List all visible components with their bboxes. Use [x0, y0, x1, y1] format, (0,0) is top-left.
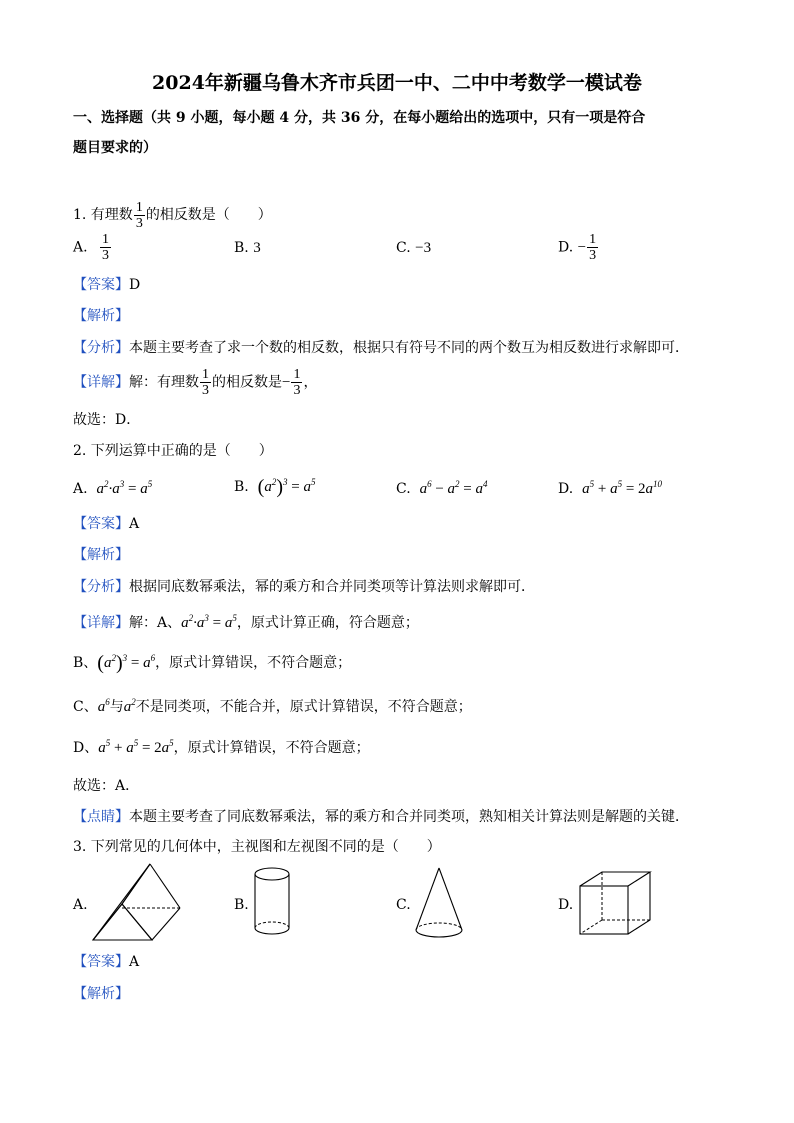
q3-jiexi-tag: 【解析】: [73, 986, 129, 1002]
q2-remark: 【点睛】本题主要考查了同底数幂乘法，幂的乘方和合并同类项，熟知相关计算法则是解题的关键．: [73, 809, 689, 825]
q1-option-d-fraction: $\frac{1}{3}$: [589, 232, 597, 263]
q1-jiexi-tag: 【解析】: [73, 308, 129, 324]
q2-option-c: C. $a^6 - a^2 = a^4$: [396, 479, 488, 497]
triangular-prism-figure: [88, 860, 184, 942]
q1-option-a-fraction: $\frac{1}{3}$: [102, 232, 110, 263]
q1-stem-prefix: 1. 有理数: [73, 207, 133, 223]
q2-stem: 2. 下列运算中正确的是（ ）: [73, 443, 273, 459]
cube-figure: [578, 870, 654, 936]
q1-option-b: B. 3: [234, 240, 261, 256]
q2-option-a: A. $a^2\cdot a^3 = a^5$: [73, 479, 153, 497]
q2-detail-d: D、$a^5 + a^5 = 2a^5$，原式计算错误，不符合题意；: [73, 738, 370, 756]
q2-option-d: D. $a^5 + a^5 = 2a^{10}$: [558, 479, 663, 497]
section-heading-line1: 一、选择题（共 9 小题，每小题 4 分，共 36 分，在每小题给出的选项中，只有一项是符合: [73, 110, 646, 126]
q1-option-d: D. − $\frac{1}{3}$: [558, 232, 597, 263]
q2-analysis: 【分析】根据同底数幂乘法，幂的乘方和合并同类项等计算法则求解即可．: [73, 579, 535, 595]
section-heading-line2: 题目要求的）: [73, 140, 157, 156]
q1-conclusion: 故选：D．: [73, 412, 141, 428]
q2-detail-a: 【详解】解：A、$a^2\cdot a^3 = a^5$，原式计算正确，符合题意；: [73, 613, 419, 631]
q1-option-c: C. −3: [396, 240, 432, 256]
q1-stem-suffix: 的相反数是（ ）: [145, 207, 272, 223]
q2-jiexi-tag: 【解析】: [73, 547, 129, 563]
q1-detail: 【详解】解：有理数 $\frac{1}{3}$ 的相反数是− $\frac{1}{3}$ ，: [73, 367, 318, 398]
q1-option-a: A. $\frac{1}{3}$: [73, 232, 110, 263]
q3-option-c-label: C.: [396, 897, 411, 913]
q2-conclusion: 故选：A．: [73, 778, 140, 794]
q2-detail-b: B、$(a^2)^3 = a^6$，原式计算错误，不符合题意；: [73, 652, 352, 674]
q2-option-b: B. $(a^2)^3 = a^5$: [234, 476, 316, 498]
q2-detail-c: C、$a^6$与$a^2$不是同类项，不能合并，原式计算错误，不符合题意；: [73, 697, 472, 715]
q3-option-b-label: B.: [234, 897, 249, 913]
q3-option-a-label: A.: [73, 897, 88, 913]
q1-stem: [73, 200, 272, 231]
q1-answer: 【答案】D: [73, 277, 141, 293]
q3-answer: 【答案】A: [73, 954, 140, 970]
page-title: 2024年新疆乌鲁木齐市兵团一中、二中中考数学一模试卷: [152, 72, 642, 94]
cone-figure: [414, 866, 464, 940]
q3-stem: 3. 下列常见的几何体中，主视图和左视图不同的是（ ）: [73, 839, 441, 855]
q1-stem-fraction: $\frac{1}{3}$: [135, 200, 143, 231]
cylinder-figure: [253, 866, 291, 938]
q1-analysis: 【分析】本题主要考查了求一个数的相反数，根据只有符号不同的两个数互为相反数进行求解即可．: [73, 340, 689, 356]
q3-option-d-label: D.: [558, 897, 574, 913]
q2-answer: 【答案】A: [73, 516, 140, 532]
